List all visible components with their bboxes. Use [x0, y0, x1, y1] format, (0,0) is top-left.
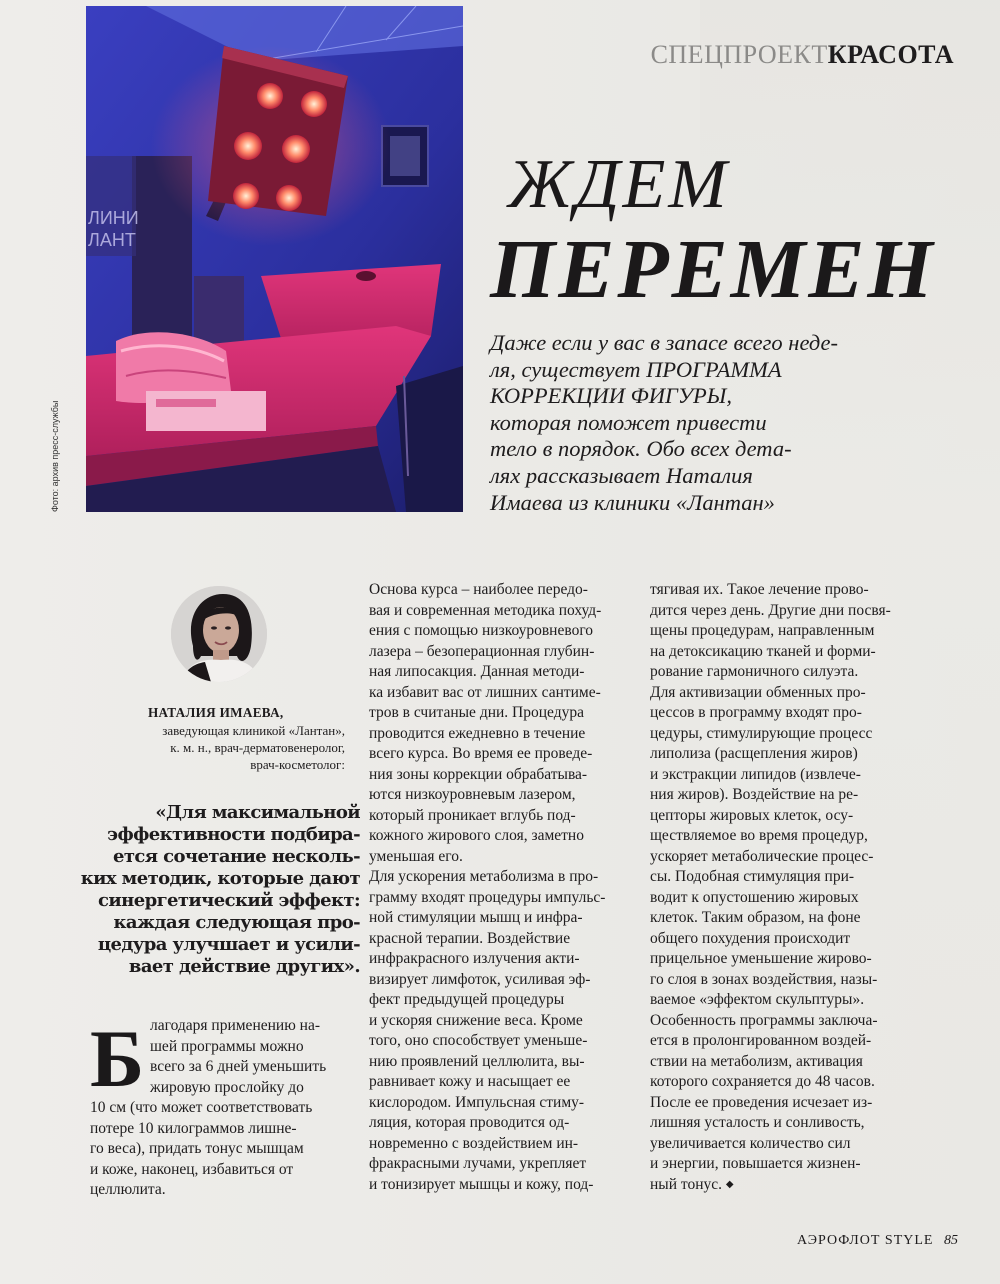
quote-line: эффективности подбира- — [107, 824, 360, 845]
body-last-text: ный тонус. — [650, 1175, 722, 1193]
lead-line: ля, существует ПРОГРАММА — [490, 356, 782, 382]
body-line: красной терапии. Воздействие — [369, 929, 571, 947]
body-line: ения с помощью низкоуровневого — [369, 622, 594, 639]
body-line: Для ускорения метаболизма в про- — [369, 868, 599, 885]
body-line: ствии на метаболизм, активация — [650, 1052, 863, 1070]
body-line: лазера – безоперационная глубин- — [369, 642, 595, 660]
body-column-2 — [369, 580, 633, 1195]
body-line: инфракрасного излучения акти- — [369, 950, 580, 967]
quote-line: ется сочетание несколь- — [113, 846, 360, 867]
body-line-last — [650, 1175, 914, 1196]
expert-avatar — [171, 586, 267, 682]
body-line: ется в пролонгированном воздей- — [650, 1032, 872, 1049]
body-line: ляция, которая проводится од- — [369, 1114, 570, 1131]
body-line: кислородом. Импульсная стиму- — [369, 1093, 585, 1111]
headline-line-1: ЖДЕМ — [508, 146, 730, 223]
body-line: щены процедурам, направленным — [650, 622, 875, 639]
headline-line-2: ПЕРЕМЕН — [490, 223, 936, 316]
body-line: ществляемое во время процедур, — [650, 827, 868, 844]
section-label — [651, 40, 954, 70]
body-line: сы. Подобная стимуляция при- — [650, 868, 855, 885]
body-line: клеток. Таким образом, на фоне — [650, 909, 861, 926]
body-column-1 — [90, 1013, 352, 1201]
body-line: визирует лимфоток, усиливая эф- — [369, 970, 591, 988]
body-line: нию проявлений целлюлита, вы- — [369, 1052, 585, 1070]
body-line: ка избавит вас от лишних сантиме- — [369, 683, 601, 701]
wall-sign-line-1: ЛИНИ — [88, 208, 139, 228]
body-line: цепторы жировых клеток, осу- — [650, 806, 854, 824]
section-name: КРАСОТА — [827, 40, 954, 69]
body-line: увеличивается количество сил — [650, 1134, 851, 1152]
body-line: всего курса. Во время ее проведе- — [369, 745, 593, 762]
body-line: равнивает кожу и насыщает ее — [369, 1073, 571, 1090]
wall-sign-line-2: ЛАНТ — [88, 230, 136, 250]
body-line: потере 10 килограммов лишне- — [90, 1119, 297, 1137]
expert-role-line: заведующая клиникой «Лантан», — [162, 723, 345, 738]
body-line: и ускоряя снижение веса. Кроме — [369, 1011, 583, 1029]
expert-role-line: к. м. н., врач-дерматовенеролог, — [170, 740, 345, 755]
body-line: ной стимуляции мышц и инфра- — [369, 909, 583, 926]
body-line: дится через день. Другие дни посвя- — [650, 601, 891, 619]
body-line: ния зоны коррекции обрабатыва- — [369, 765, 588, 783]
body-line: Основа курса – наиболее передо- — [369, 581, 588, 598]
body-line: ускоряет метаболические процес- — [650, 847, 874, 865]
clinic-photo — [86, 6, 463, 512]
body-line: лишняя усталость и сонливость, — [650, 1114, 865, 1131]
body-line: кожного жирового слоя, заметно — [369, 827, 584, 844]
body-line: новременно с воздействием ин- — [369, 1134, 579, 1152]
body-line: фракрасными лучами, укрепляет — [369, 1155, 587, 1172]
photo-credit: Фото: архив пресс-службы — [50, 400, 60, 512]
drop-cap: Б — [90, 1013, 145, 1104]
body-line: всего за 6 дней уменьшить — [150, 1058, 327, 1075]
lead-line: Даже если у вас в запасе всего неде- — [490, 330, 839, 355]
body-line: тров в считаные дни. Процедура — [369, 704, 584, 721]
body-line: и энергии, повышается жизнен- — [650, 1155, 861, 1172]
body-column-3 — [650, 580, 914, 1195]
lead-line: КОРРЕКЦИИ ФИГУРЫ, — [490, 383, 732, 409]
body-line: прицельное уменьшение жирово- — [650, 950, 872, 967]
body-line: шей программы можно — [150, 1037, 304, 1055]
expert-role-line: врач-косметолог: — [250, 757, 345, 772]
body-line: цедуры, стимулирующие процесс — [650, 724, 873, 742]
quote-line: каждая следующая про- — [113, 912, 360, 933]
body-line: ваемое «эффектом скульптуры». — [650, 991, 865, 1008]
body-line: Особенность программы заключа- — [650, 1011, 878, 1029]
body-line: 10 см (что может соответствовать — [90, 1099, 313, 1116]
body-line: грамму входят процедуры импульс- — [369, 888, 606, 906]
quote-line: вает действие других». — [128, 956, 360, 977]
lead-line: тело в порядок. Обо всех дета- — [490, 436, 792, 462]
body-line: и тонизирует мышцы и кожу, под- — [369, 1175, 594, 1193]
body-line: проводится ежедневно в течение — [369, 724, 586, 742]
body-line: и коже, наконец, избавиться от — [90, 1160, 294, 1178]
body-line: которого сохраняется до 48 часов. — [650, 1073, 875, 1090]
body-line: лагодаря применению на- — [150, 1017, 320, 1034]
quote-line: цедура улучшает и усили- — [97, 934, 360, 955]
expert-role — [115, 722, 345, 773]
body-line: ная липосакция. Данная методи- — [369, 663, 585, 680]
quote-line: ких методик, которые дают — [80, 868, 360, 889]
lead-line: которая поможет привести — [490, 409, 767, 435]
body-line: липолиза (расщепления жиров) — [650, 745, 858, 762]
body-line: того, оно способствует уменьше- — [369, 1032, 588, 1049]
body-line: водит к опустошению жировых — [650, 888, 859, 906]
body-line: рование гармоничного силуэта. — [650, 663, 859, 680]
quote-line: синергетический эффект: — [98, 890, 360, 911]
end-mark-icon: ◆ — [725, 1178, 734, 1190]
page-number: 85 — [944, 1233, 958, 1248]
lead-line: Имаева из клиники «Лантан» — [490, 489, 775, 515]
body-line: общего похудения происходит — [650, 929, 851, 947]
body-line: тягивая их. Такое лечение прово- — [650, 581, 869, 598]
body-line: вая и современная методика похуд- — [369, 601, 602, 619]
body-line: на детоксикацию тканей и форми- — [650, 642, 876, 660]
pull-quote — [80, 802, 360, 978]
body-line: и экстракции липидов (извлече- — [650, 765, 861, 783]
body-line: го веса), придать тонус мышцам — [90, 1140, 304, 1157]
body-line: ния жиров). Воздействие на ре- — [650, 786, 859, 803]
body-line: фект предыдущей процедуры — [369, 991, 565, 1008]
expert-name: НАТАЛИЯ ИМАЕВА, — [148, 705, 284, 720]
body-line: Для активизации обменных про- — [650, 683, 866, 701]
body-line: ются низкоуровневым лазером, — [369, 786, 576, 803]
body-line: жировую прослойку до — [150, 1078, 304, 1096]
body-line: цессов в программу входят про- — [650, 704, 862, 721]
body-line: уменьшая его. — [369, 847, 463, 865]
footer-publication: АЭРОФЛОТ STYLE — [797, 1233, 934, 1248]
body-line: После ее проведения исчезает из- — [650, 1093, 873, 1111]
body-line: целлюлита. — [90, 1181, 166, 1198]
body-line: го слоя в зонах воздействия, назы- — [650, 970, 878, 988]
quote-line: «Для максимальной — [155, 802, 360, 823]
body-line: который проникает вглубь под- — [369, 806, 576, 824]
lead-paragraph — [490, 330, 900, 516]
lead-line: лях рассказывает Наталия — [490, 462, 753, 488]
section-prefix: СПЕЦПРОЕКТ — [650, 40, 828, 69]
